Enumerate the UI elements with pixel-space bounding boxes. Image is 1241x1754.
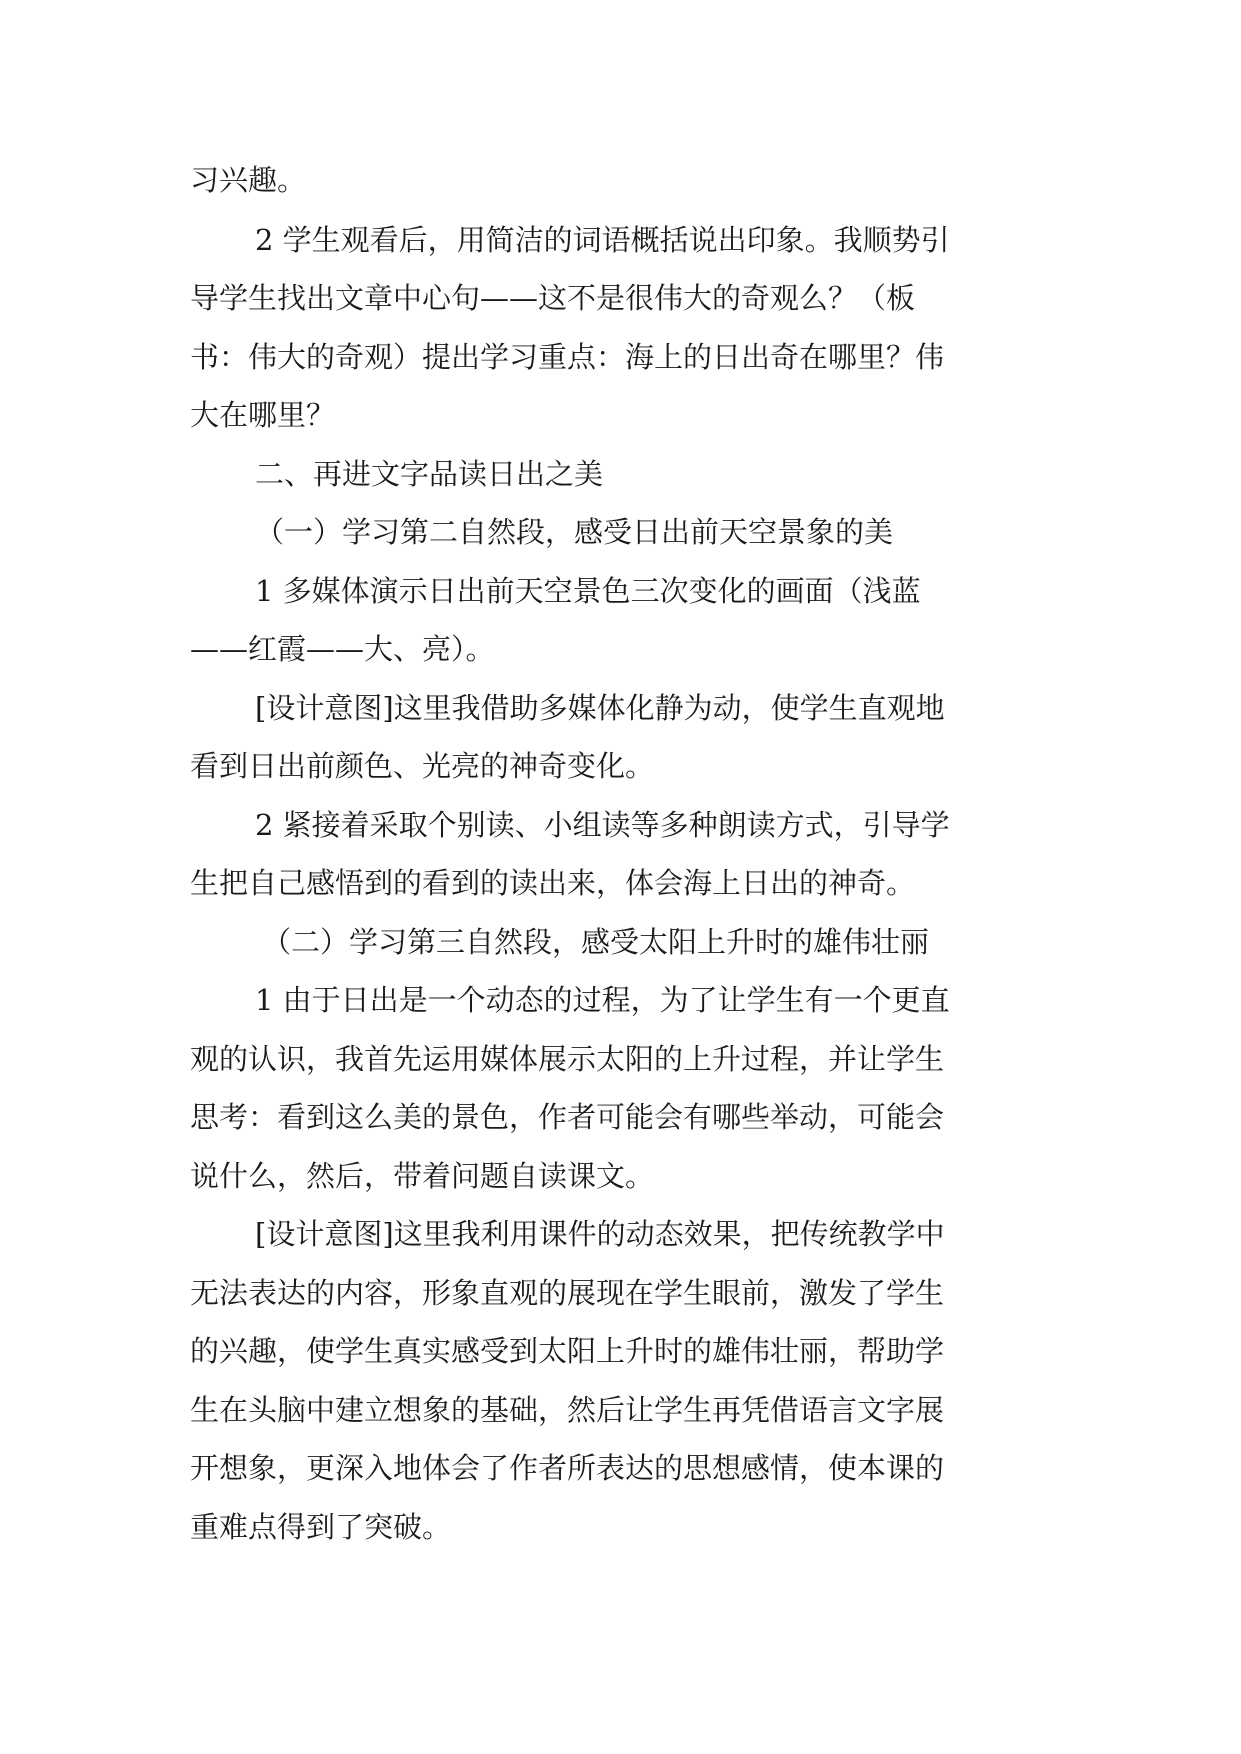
- text-line-content: 习兴趣。: [190, 163, 307, 197]
- text-line-content: 1 由于日出是一个动态的过程，为了让学生有一个更直: [255, 983, 950, 1017]
- text-line-content: [设计意图]这里我借助多媒体化静为动，使学生直观地: [255, 691, 945, 725]
- text-line-content: 1 多媒体演示日出前天空景色三次变化的画面（浅蓝: [255, 574, 921, 608]
- text-line: [0, 561, 1241, 621]
- text-line: [0, 385, 1241, 445]
- text-line-content: （一）学习第二自然段，感受日出前天空景象的美: [255, 515, 894, 549]
- text-line-content: [设计意图]这里我利用课件的动态效果，把传统教学中: [255, 1217, 945, 1251]
- text-line: [0, 502, 1241, 562]
- text-line: [0, 268, 1241, 328]
- text-line: [0, 1263, 1241, 1323]
- text-line-content: 的兴趣，使学生真实感受到太阳上升时的雄伟壮丽，帮助学: [190, 1334, 945, 1368]
- text-line: [0, 210, 1241, 270]
- text-line: [0, 1380, 1241, 1440]
- text-line: [0, 1497, 1241, 1557]
- text-line-content: 思考：看到这么美的景色，作者可能会有哪些举动，可能会: [190, 1100, 945, 1134]
- text-line-content: ——红霞——大、亮）。: [190, 632, 495, 666]
- text-line: [0, 150, 1241, 210]
- text-line: [0, 795, 1241, 855]
- text-line-content: 生在头脑中建立想象的基础，然后让学生再凭借语言文字展: [190, 1393, 945, 1427]
- text-line-content: 开想象，更深入地体会了作者所表达的思想感情，使本课的: [190, 1451, 945, 1485]
- text-line: [0, 970, 1241, 1030]
- text-line: [0, 1321, 1241, 1381]
- text-line-content: 2 学生观看后，用简洁的词语概括说出印象。我顺势引: [255, 223, 950, 257]
- text-line-content: 看到日出前颜色、光亮的神奇变化。: [190, 749, 655, 783]
- text-line: [0, 1087, 1241, 1147]
- text-line: [0, 1029, 1241, 1089]
- text-line: [0, 853, 1241, 913]
- text-line-content: 生把自己感悟到的看到的读出来，体会海上日出的神奇。: [190, 866, 916, 900]
- text-line-content: 说什么，然后，带着问题自读课文。: [190, 1159, 655, 1193]
- text-line-content: 重难点得到了突破。: [190, 1510, 452, 1544]
- text-line: [0, 619, 1241, 679]
- text-line: [0, 444, 1241, 504]
- text-line: [0, 327, 1241, 387]
- text-line-content: 书：伟大的奇观）提出学习重点：海上的日出奇在哪里？伟: [190, 340, 945, 374]
- text-line: [0, 1146, 1241, 1206]
- text-line-content: 无法表达的内容，形象直观的展现在学生眼前，激发了学生: [190, 1276, 945, 1310]
- text-line: [0, 736, 1241, 796]
- text-line: [0, 1438, 1241, 1498]
- text-line: [0, 1204, 1241, 1264]
- text-line-content: 大在哪里？: [190, 398, 336, 432]
- text-line: [0, 678, 1241, 738]
- text-line-content: 二、再进文字品读日出之美: [255, 457, 604, 491]
- text-line-content: 2 紧接着采取个别读、小组读等多种朗读方式，引导学: [255, 808, 950, 842]
- text-line-content: （二）学习第三自然段，感受太阳上升时的雄伟壮丽: [262, 925, 930, 959]
- text-line-content: 观的认识，我首先运用媒体展示太阳的上升过程，并让学生: [190, 1042, 945, 1076]
- text-line: [0, 912, 1241, 972]
- text-line-content: 导学生找出文章中心句——这不是很伟大的奇观么？（板: [190, 281, 916, 315]
